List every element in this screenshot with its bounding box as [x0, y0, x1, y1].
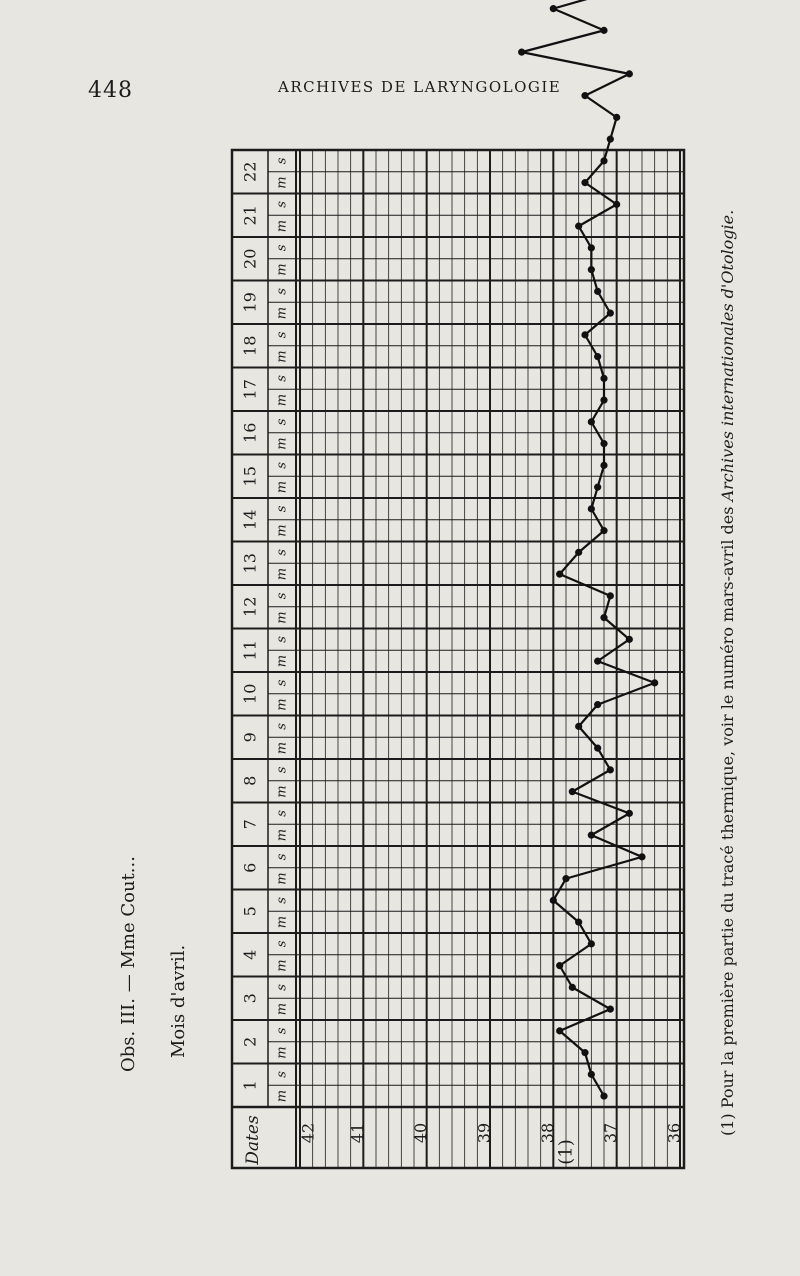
slot-label: m [274, 698, 290, 711]
day-label: 4 [240, 949, 260, 960]
slot-label: s [274, 505, 290, 513]
observation-title: Obs. III. — Mme Cout... [118, 856, 139, 1072]
day-label: 17 [240, 379, 260, 400]
month-label: Mois d'avril. [168, 944, 189, 1058]
slot-label: m [274, 611, 290, 624]
corner-label: Dates [243, 1115, 263, 1165]
slot-label: m [274, 524, 290, 537]
slot-label: m [274, 1002, 290, 1016]
day-label: 12 [240, 596, 260, 617]
data-point [626, 636, 633, 643]
slot-label: s [274, 897, 290, 904]
slot-label: s [274, 679, 290, 687]
data-point [588, 940, 595, 947]
slot-label: m [274, 350, 290, 363]
slot-label: s [274, 810, 290, 817]
footnote-marker: (1) [555, 1139, 577, 1165]
slot-label: m [274, 654, 290, 668]
slot-label: m [274, 567, 290, 581]
slot-label: m [274, 1089, 290, 1103]
data-point [626, 810, 633, 817]
day-label: 14 [240, 509, 260, 530]
slot-label: s [274, 723, 290, 730]
data-point [626, 70, 633, 77]
data-point [600, 440, 607, 447]
day-label: 18 [240, 335, 260, 356]
slot-label: m [274, 437, 290, 450]
y-tick-label: 37 [601, 1122, 621, 1144]
y-tick-label: 39 [474, 1122, 494, 1144]
slot-label: s [274, 592, 290, 600]
day-label: 16 [240, 422, 260, 443]
data-point [600, 397, 607, 404]
data-point [600, 614, 607, 621]
data-point [556, 1027, 563, 1034]
slot-label: m [274, 393, 290, 407]
slot-label: m [274, 828, 290, 842]
temperature-line [522, 0, 655, 1096]
day-label: 7 [240, 819, 260, 830]
data-point [600, 1093, 607, 1100]
data-point [562, 875, 569, 882]
footnote-text: (1) Pour la première partie du tracé thermique, voir le numéro mars-avril des [718, 501, 737, 1136]
data-point [594, 658, 601, 665]
slot-label: m [274, 915, 290, 929]
slot-label: s [274, 462, 290, 469]
page-number: 448 [88, 78, 133, 103]
day-label: 2 [240, 1036, 260, 1047]
day-label: 8 [240, 775, 260, 786]
day-label: 21 [240, 205, 260, 226]
day-label: 1 [240, 1080, 260, 1091]
data-point [594, 353, 601, 360]
slot-label: m [274, 785, 290, 798]
slot-label: m [274, 263, 290, 276]
data-point [588, 505, 595, 512]
slot-label: s [274, 549, 290, 556]
day-label: 19 [240, 292, 260, 313]
data-point [600, 527, 607, 534]
y-tick-label: 36 [664, 1122, 684, 1144]
data-point [594, 745, 601, 752]
data-point [600, 27, 607, 34]
data-point [550, 897, 557, 904]
slot-label: s [274, 984, 290, 991]
data-point [569, 788, 576, 795]
day-label: 6 [240, 862, 260, 873]
data-point [588, 244, 595, 251]
data-point [581, 179, 588, 186]
slot-label: s [274, 636, 290, 643]
data-point [581, 331, 588, 338]
y-tick-label: 41 [347, 1122, 367, 1144]
slot-label: s [274, 853, 290, 861]
footnote [718, 210, 737, 1136]
slot-label: m [274, 219, 290, 233]
running-head: ARCHIVES DE LARYNGOLOGIE [278, 78, 562, 96]
data-point [556, 962, 563, 969]
day-label: 20 [240, 248, 260, 269]
data-point [575, 549, 582, 556]
data-point [638, 853, 645, 860]
slot-label: m [274, 1046, 290, 1059]
slot-label: m [274, 176, 290, 189]
data-point [575, 223, 582, 230]
data-point [569, 984, 576, 991]
slot-label: m [274, 959, 290, 972]
day-label: 13 [240, 553, 260, 574]
day-label: 9 [240, 732, 260, 743]
slot-label: m [274, 741, 290, 755]
day-label: 11 [240, 640, 260, 661]
data-point [594, 701, 601, 708]
slot-label: m [274, 872, 290, 885]
data-point [588, 266, 595, 273]
data-point [588, 418, 595, 425]
slot-label: s [274, 288, 290, 295]
day-label: 10 [240, 683, 260, 704]
footnote-journal: Archives internationales d'Otologie. [718, 209, 737, 502]
slot-label: s [274, 157, 290, 165]
slot-label: s [274, 201, 290, 208]
data-point [575, 919, 582, 926]
data-point [613, 114, 620, 121]
day-label: 3 [240, 993, 260, 1004]
y-tick-label: 42 [298, 1122, 318, 1144]
data-point [588, 832, 595, 839]
data-point [594, 484, 601, 491]
data-point [581, 1049, 588, 1056]
data-point [550, 5, 557, 12]
slot-label: m [274, 306, 290, 320]
data-point [594, 288, 601, 295]
data-point [588, 1071, 595, 1078]
data-point [575, 723, 582, 730]
data-point [600, 157, 607, 164]
y-tick-label: 38 [537, 1122, 557, 1144]
slot-label: s [274, 1071, 290, 1078]
data-point [581, 92, 588, 99]
y-tick-label: 40 [411, 1122, 431, 1144]
slot-label: m [274, 480, 290, 494]
data-point [607, 136, 614, 143]
data-point [613, 201, 620, 208]
data-point [600, 375, 607, 382]
data-point [600, 462, 607, 469]
slot-label: s [274, 331, 290, 339]
slot-label: s [274, 244, 290, 252]
data-point [518, 49, 525, 56]
data-point [607, 592, 614, 599]
data-point [607, 766, 614, 773]
data-point [556, 571, 563, 578]
day-label: 5 [240, 906, 260, 917]
slot-label: s [274, 418, 290, 426]
day-label: 22 [240, 161, 260, 182]
data-point [607, 1006, 614, 1013]
data-point [607, 310, 614, 317]
slot-label: s [274, 940, 290, 948]
slot-label: s [274, 766, 290, 774]
data-point [651, 679, 658, 686]
slot-label: s [274, 375, 290, 382]
day-label: 15 [240, 466, 260, 487]
slot-label: s [274, 1027, 290, 1035]
